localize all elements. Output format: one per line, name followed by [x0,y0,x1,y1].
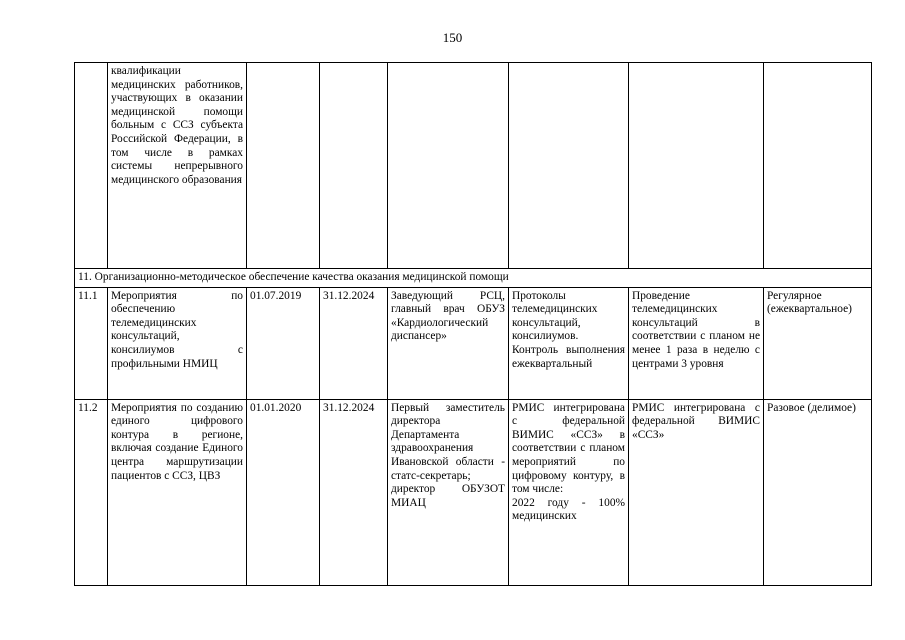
cell-start [247,63,320,269]
cell-frequency [764,63,872,269]
cell-result: Протоколы телемедицинских консультаций, консилиумов. Контроль выполнения ежеквартальный [509,287,629,399]
cell-num [75,63,108,269]
cell-start: 01.07.2019 [247,287,320,399]
cell-end: 31.12.2024 [320,399,388,585]
measures-table [74,62,872,586]
section-row [75,269,872,288]
cell-end [320,63,388,269]
cell-result [509,63,629,269]
cell-result-text: РМИС интегрирована с федеральной ВИМИС «ССЗ» в соответствии с планом мероприятий по цифровому контуру, в том числе: [512,401,625,496]
cell-result [509,399,629,585]
cell-frequency: Разовое (делимое) [764,399,872,585]
table-row [75,287,872,399]
cell-indicator: Проведение телемедицинских консультаций в соответствии с планом не менее 1 раза в неделю с центрами 3 уровня [629,287,764,399]
table-row [75,399,872,585]
cell-num: 11.2 [75,399,108,585]
cell-indicator [629,63,764,269]
cell-end: 31.12.2024 [320,287,388,399]
cell-name: Мероприятия по обеспечению телемедицинских консультаций, консилиумов с профильными НМИЦ [108,287,247,399]
cell-frequency: Регулярное (ежеквартальное) [764,287,872,399]
cell-name: квалификации медицинских работников, участвующих в оказании медицинской помощи больным с ССЗ субъекта Российской Федерации, в том числе в рамках системы непрерывного медицинского образования [108,63,247,269]
section-title: 11. Организационно-методическое обеспечение качества оказания медицинской помощи [75,269,872,288]
cell-responsible [388,63,509,269]
cell-result-extra: 2022 году - 100% медицинских [512,496,625,523]
cell-responsible: Первый заместитель директора Департамента здравоохранения Ивановской области - статс-секретарь; директор ОБУЗОТ МИАЦ [388,399,509,585]
cell-num: 11.1 [75,287,108,399]
cell-name: Мероприятия по созданию единого цифрового контура в регионе, включая создание Единого центра маршрутизации пациентов с ССЗ, ЦВЗ [108,399,247,585]
table-row-continuation [75,63,872,269]
cell-start: 01.01.2020 [247,399,320,585]
page-number: 150 [442,30,463,45]
cell-indicator: РМИС интегрирована с федеральной ВИМИС «ССЗ» [629,399,764,585]
cell-responsible: Заведующий РСЦ, главный врач ОБУЗ «Кардиологический диспансер» [388,287,509,399]
